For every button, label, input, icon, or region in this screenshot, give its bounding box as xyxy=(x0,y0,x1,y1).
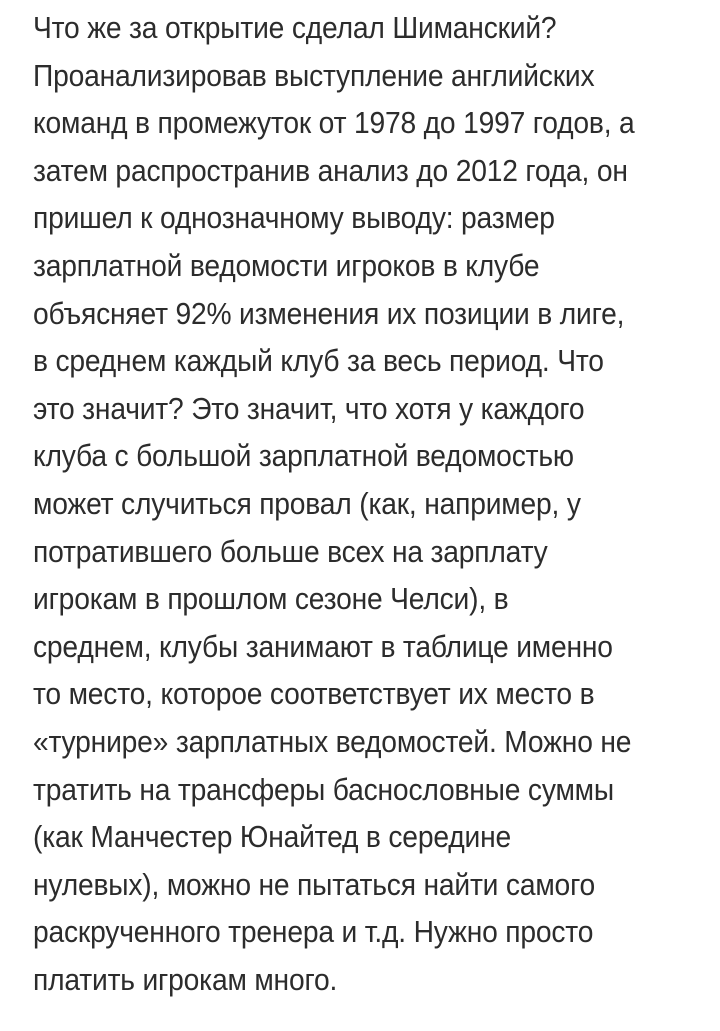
text-line: клуба с большой зарплатной ведомостью xyxy=(33,438,574,474)
book-paragraph xyxy=(33,4,690,1003)
text-line: объясняет 92% изменения их позиции в лиге, xyxy=(33,295,625,331)
text-line: нулевых), можно не пытаться найти самого xyxy=(33,866,596,902)
text-line: это значит? Это значит, что хотя у каждого xyxy=(33,390,585,426)
text-line: то место, которое соответствует их место в xyxy=(33,676,595,712)
text-line: Проанализировав выступление английских xyxy=(33,57,595,93)
text-line: тратить на трансферы баснословные суммы xyxy=(33,771,614,807)
text-line: пришел к однозначному выводу: размер xyxy=(33,200,555,236)
text-line: (как Манчестер Юнайтед в середине xyxy=(33,819,511,855)
text-line: зарплатной ведомости игроков в клубе xyxy=(33,247,540,283)
text-line: Что же за открытие сделал Шиманский? xyxy=(33,10,557,45)
text-line: платить игрокам много. xyxy=(33,961,338,997)
text-line: команд в промежуток от 1978 до 1997 годов, а xyxy=(33,105,635,141)
text-line: потратившего больше всех на зарплату xyxy=(33,533,548,569)
text-line: затем распространив анализ до 2012 года, он xyxy=(33,152,628,188)
text-line: в среднем каждый клуб за весь период. Что xyxy=(33,343,604,379)
text-line: раскрученного тренера и т.д. Нужно просто xyxy=(33,914,594,950)
text-line: «турнире» зарплатных ведомостей. Можно не xyxy=(33,723,632,759)
text-line: может случиться провал (как, например, у xyxy=(33,485,581,521)
text-line: среднем, клубы занимают в таблице именно xyxy=(33,628,613,664)
text-line: игрокам в прошлом сезоне Челси), в xyxy=(33,581,509,617)
